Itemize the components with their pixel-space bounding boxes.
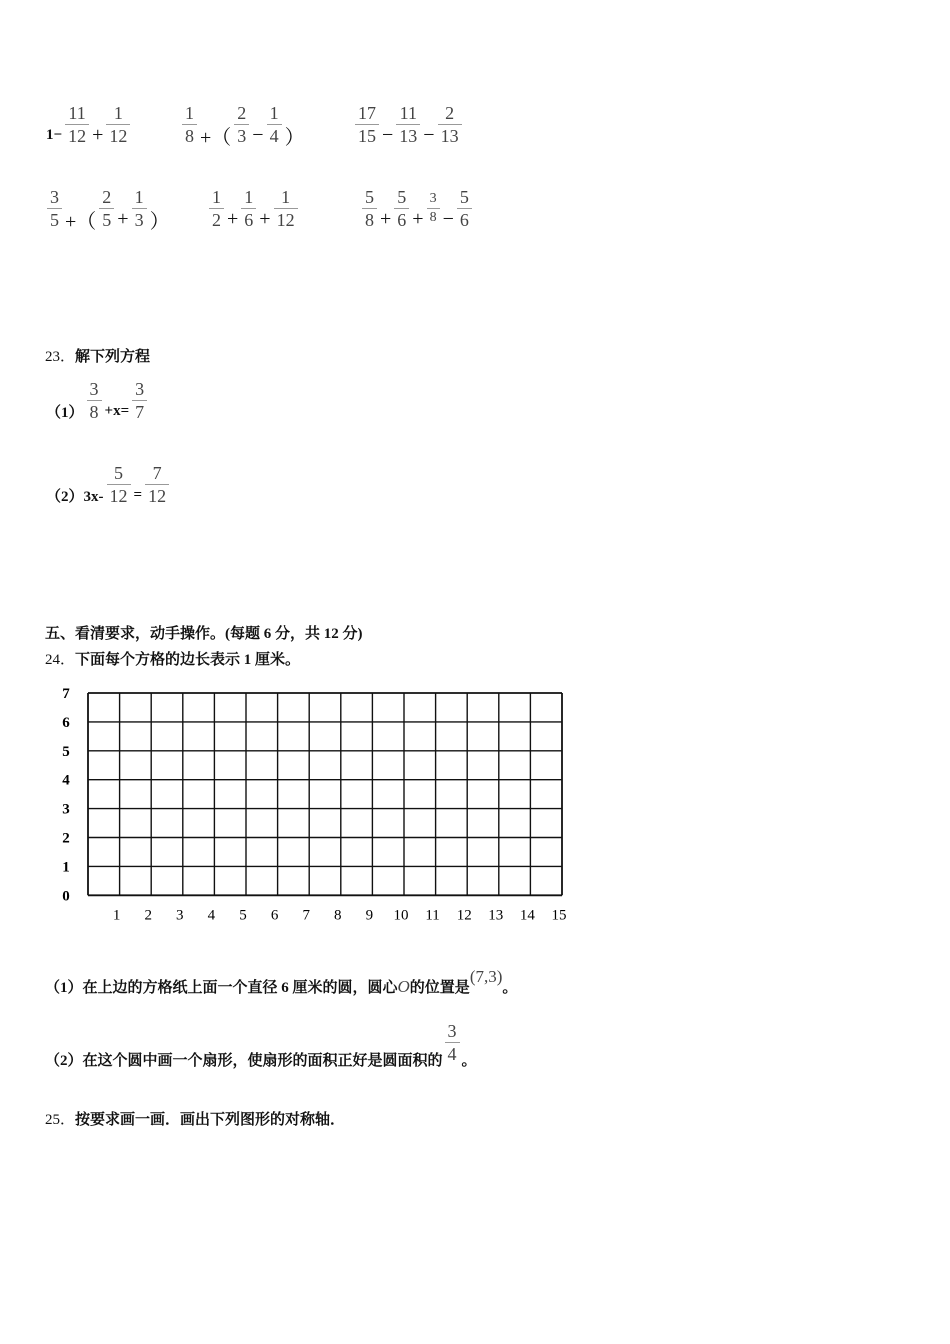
denominator: 6 (241, 208, 256, 231)
y-axis-label: 6 (62, 714, 70, 731)
x-axis-label: 14 (519, 907, 535, 924)
q24-part2 (45, 1020, 477, 1069)
denominator: 12 (107, 484, 131, 507)
y-axis-label: 7 (62, 686, 70, 702)
fraction (396, 102, 420, 147)
fraction (355, 102, 379, 147)
numerator: 3 (89, 379, 99, 399)
operator: +（ (65, 211, 97, 233)
numerator: 1 (113, 103, 123, 123)
operator: + (412, 208, 424, 230)
denominator: 4 (267, 124, 282, 147)
operator: − (423, 124, 435, 146)
operator: + (92, 124, 104, 146)
numerator: 3 (135, 379, 145, 399)
fraction (394, 186, 409, 231)
calc-1-1 (45, 102, 132, 147)
numerator: 11 (68, 103, 86, 123)
x-axis-label: 15 (551, 907, 567, 924)
y-axis-label: 4 (62, 772, 70, 789)
center-symbol: O (397, 977, 410, 996)
fraction (457, 186, 472, 231)
x-axis-label: 10 (393, 907, 409, 924)
denominator: 13 (438, 124, 462, 147)
denominator: 7 (132, 400, 147, 423)
operator: 1− (46, 127, 63, 143)
fraction (107, 462, 131, 507)
fraction (47, 186, 62, 231)
y-axis-label: 1 (62, 859, 70, 876)
denominator: 6 (457, 208, 472, 231)
fraction (267, 102, 282, 147)
numerator: 1 (244, 187, 254, 207)
x-axis-label: 6 (270, 907, 279, 924)
operator: ） (149, 211, 170, 233)
numerator: 2 (237, 103, 247, 123)
numerator: 7 (152, 463, 162, 483)
part2-text: （2）在这个圆中画一个扇形，使扇形的面积正好是圆面积的 (45, 1053, 443, 1069)
fraction (362, 186, 377, 231)
q24-part1 (45, 967, 518, 997)
operator: − (442, 208, 454, 230)
x-axis-label: 3 (176, 907, 184, 924)
denominator: 5 (99, 208, 114, 231)
fraction (438, 102, 462, 147)
y-axis-label: 3 (62, 801, 70, 818)
y-axis-label: 0 (62, 888, 70, 905)
fraction (132, 186, 147, 231)
operator: + (117, 208, 129, 230)
fraction (106, 102, 130, 147)
part1-end: 。 (502, 980, 518, 996)
fraction (145, 462, 169, 507)
numerator: 3 (429, 191, 437, 206)
denominator: 8 (87, 400, 102, 423)
numerator: 5 (459, 187, 469, 207)
q25-title (45, 1108, 345, 1129)
fraction (65, 102, 89, 147)
operator: + (259, 208, 271, 230)
denominator: 8 (362, 208, 377, 231)
numerator: 1 (185, 103, 194, 123)
equation-1 (45, 378, 149, 423)
x-axis-label: 1 (112, 907, 121, 924)
y-axis-label: 2 (62, 830, 70, 847)
calc-2-1 (45, 186, 171, 231)
fraction-three-quarters (445, 1020, 460, 1065)
q24-title-text: 下面每个方格的边长表示 1 厘米。 (75, 652, 301, 668)
numerator: 3 (50, 187, 59, 207)
operator: +x= (104, 403, 130, 419)
denominator: 12 (65, 124, 89, 147)
denominator: 8 (182, 124, 197, 147)
operator: + (380, 208, 392, 230)
denominator: 12 (145, 484, 169, 507)
numerator: 1 (281, 187, 291, 207)
equation-2 (45, 462, 171, 507)
numerator: 3 (447, 1021, 457, 1041)
denominator: 12 (274, 208, 298, 231)
numerator: 1 (269, 103, 279, 123)
numerator: 1 (134, 187, 144, 207)
denominator: 8 (427, 208, 440, 227)
x-axis-label: 11 (425, 907, 440, 924)
denominator: 2 (209, 208, 224, 231)
denominator: 13 (396, 124, 420, 147)
operator: = (133, 487, 143, 503)
operator: （1） (46, 405, 84, 421)
x-axis-label: 7 (302, 907, 310, 924)
q24-title (45, 648, 300, 669)
numerator: 5 (114, 463, 123, 483)
center-coordinate: (7,3) (469, 967, 503, 986)
q23-title-text: 解下列方程 (75, 349, 151, 365)
denominator: 3 (234, 124, 249, 147)
fraction (234, 102, 249, 147)
operator: − (382, 124, 394, 146)
fraction (209, 186, 224, 231)
fraction (427, 190, 440, 227)
q25-title-text: 按要求画一画．画出下列图形的对称轴． (75, 1112, 346, 1128)
denominator: 4 (445, 1042, 460, 1065)
section5-title: 五、看清要求，动手操作。(每题 6 分，共 12 分) (45, 626, 363, 642)
x-axis-label: 2 (144, 907, 152, 924)
fraction (241, 186, 256, 231)
fraction (274, 186, 298, 231)
operator: ） (284, 127, 305, 149)
q25-number: 25． (45, 1112, 76, 1128)
x-axis-label: 5 (239, 907, 247, 924)
fraction (99, 186, 114, 231)
q23-title (45, 345, 150, 366)
denominator: 15 (355, 124, 379, 147)
y-axis-label: 5 (62, 743, 70, 760)
denominator: 3 (132, 208, 147, 231)
operator: +（ (200, 127, 232, 149)
numerator: 5 (365, 187, 374, 207)
part1-text: （1）在上边的方格纸上面一个直径 6 厘米的圆，圆心 (45, 980, 398, 996)
calc-2-3 (360, 186, 474, 231)
calc-1-2 (180, 102, 306, 147)
denominator: 12 (106, 124, 130, 147)
calc-2-2 (207, 186, 300, 231)
x-axis-label: 12 (456, 907, 472, 924)
numerator: 2 (102, 187, 112, 207)
numerator: 11 (399, 103, 417, 123)
x-axis-label: 13 (488, 907, 504, 924)
x-axis-label: 9 (365, 907, 374, 924)
part1-text-mid: 的位置是 (409, 980, 470, 996)
denominator: 5 (47, 208, 62, 231)
numerator: 1 (212, 187, 221, 207)
x-axis-label: 4 (207, 907, 216, 924)
numerator: 5 (397, 187, 407, 207)
operator: （2）3x- (46, 489, 104, 505)
operator: + (227, 208, 239, 230)
operator: − (252, 124, 264, 146)
fraction (87, 378, 102, 423)
q24-number: 24． (45, 652, 76, 668)
fraction (132, 378, 147, 423)
part2-end: 。 (461, 1053, 477, 1069)
numerator: 17 (358, 103, 376, 123)
calc-1-3 (353, 102, 464, 147)
x-axis-label: 8 (334, 907, 342, 924)
grid-paper (40, 680, 580, 930)
denominator: 6 (394, 208, 409, 231)
q23-number: 23． (45, 349, 76, 365)
fraction (182, 102, 197, 147)
numerator: 2 (445, 103, 455, 123)
